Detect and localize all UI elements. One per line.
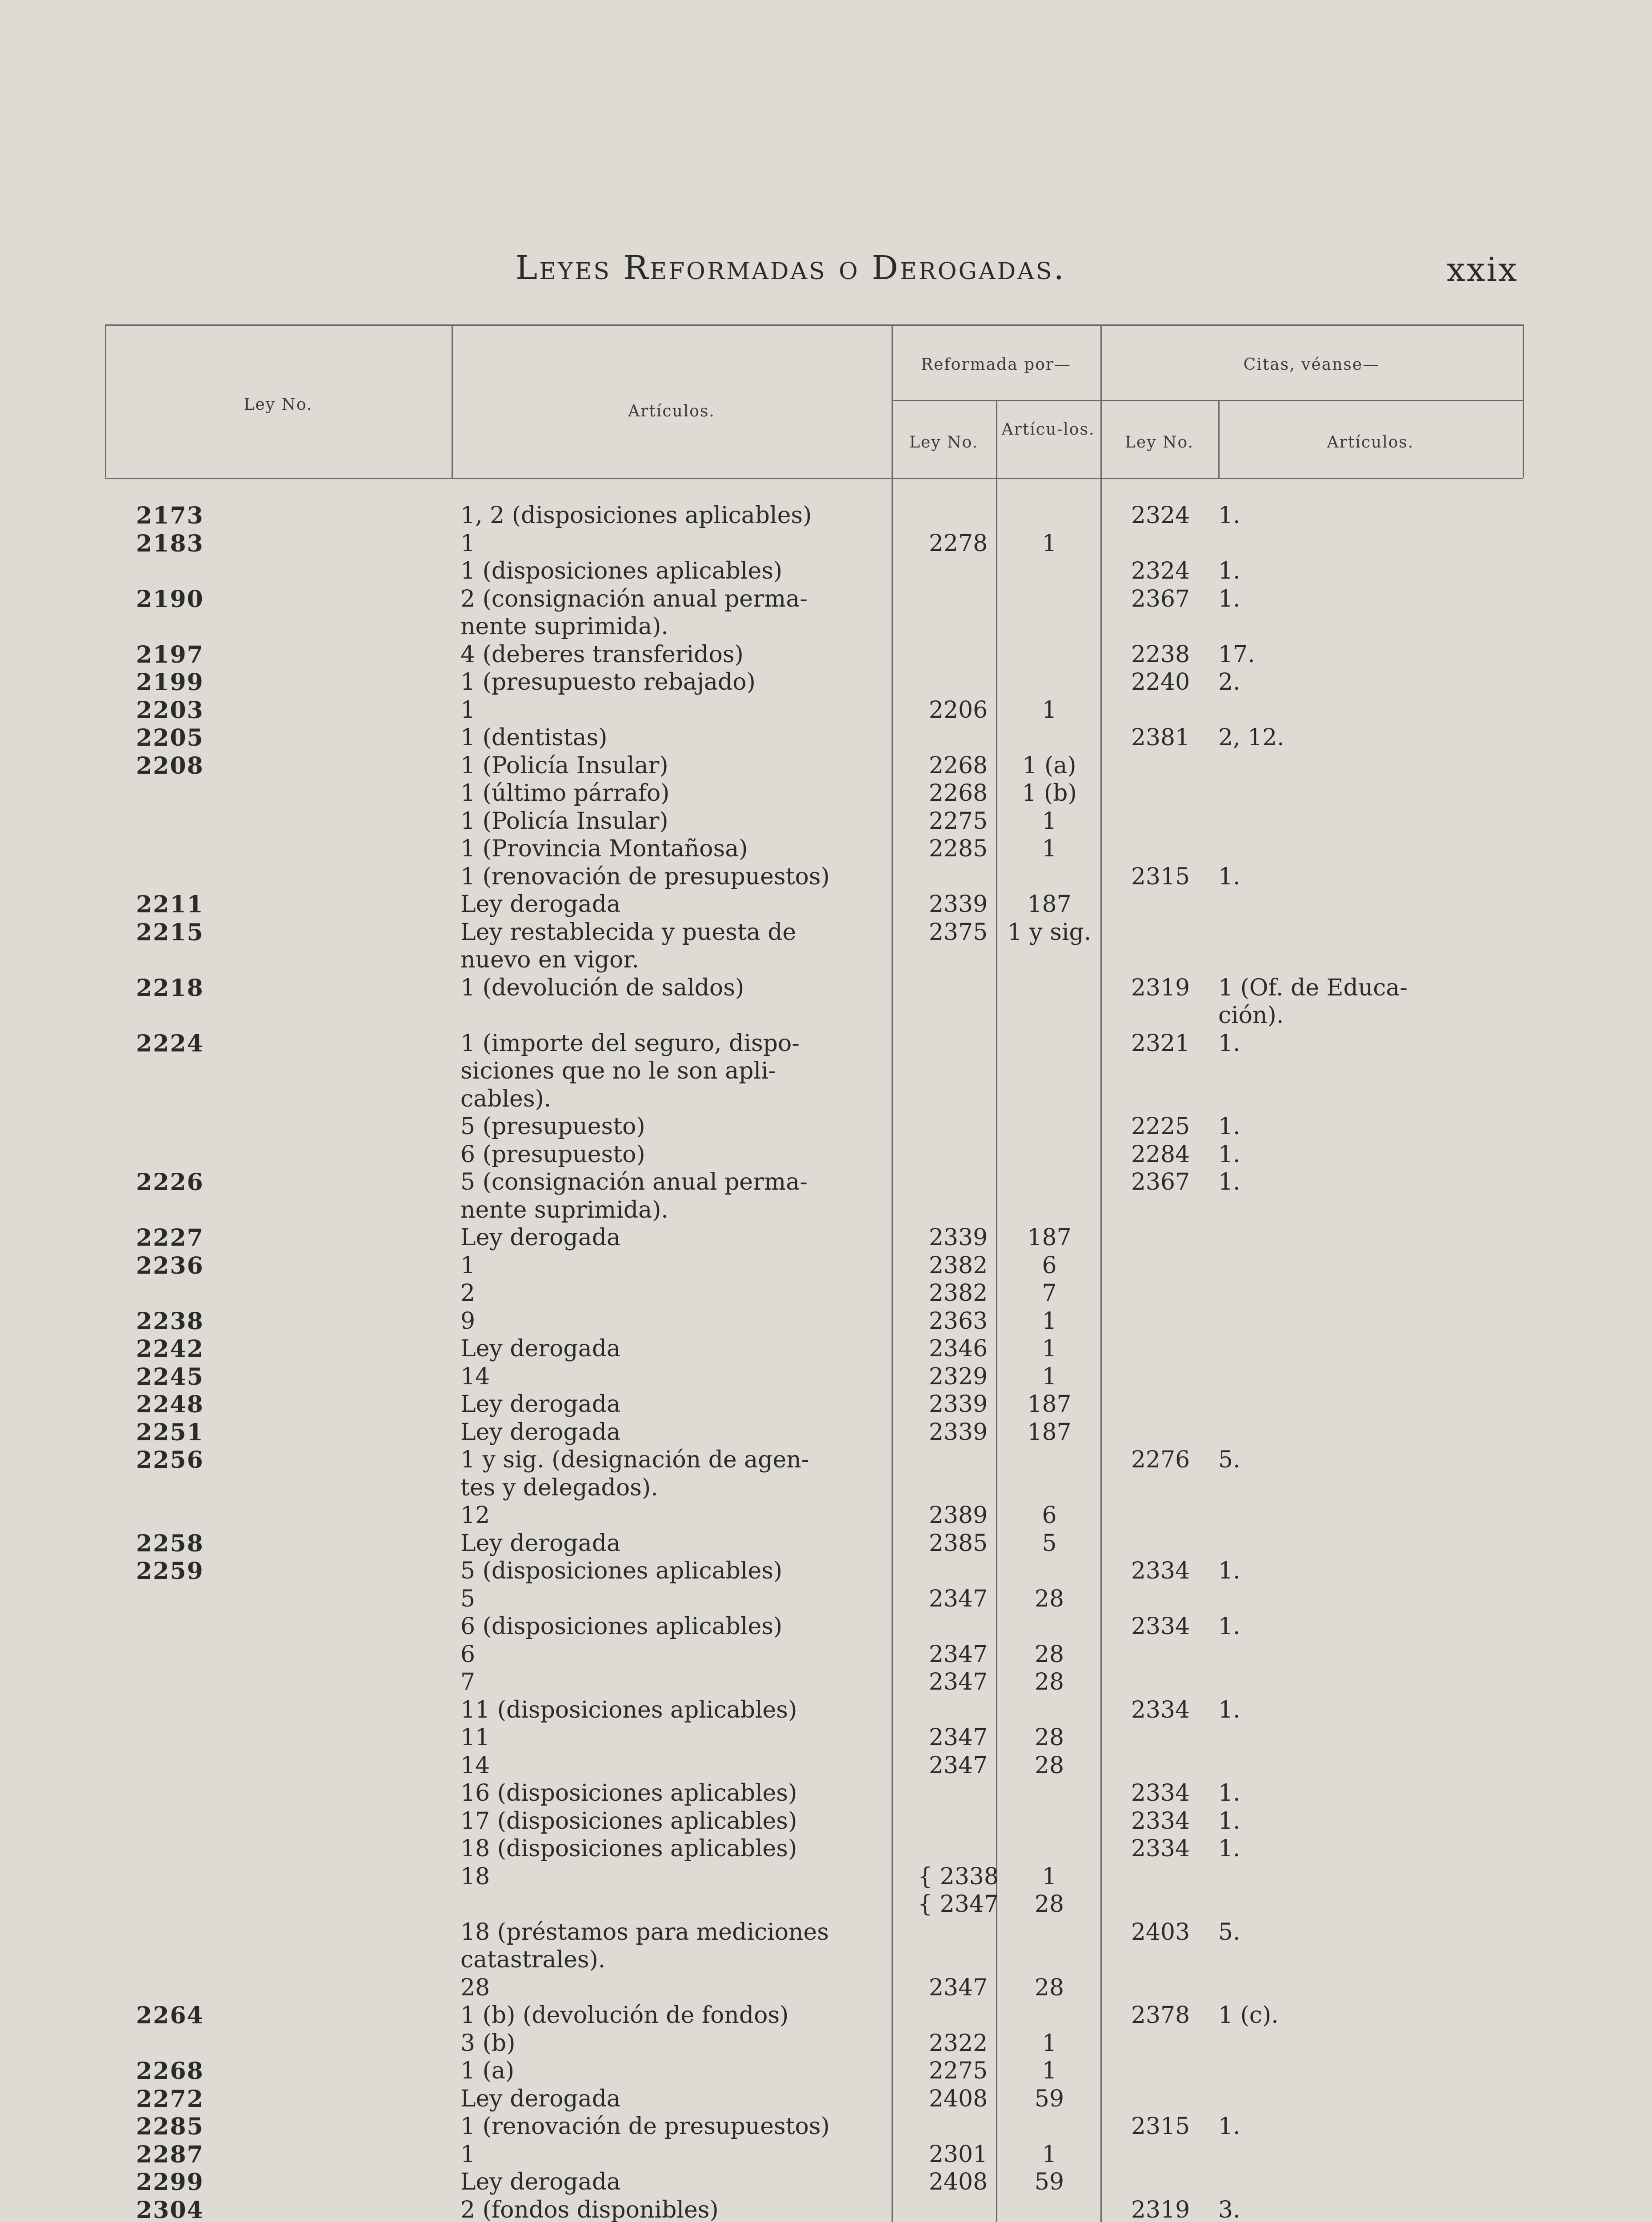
articulos-cell: 1 xyxy=(460,2141,476,2168)
table-row xyxy=(105,1391,1523,1419)
articulos-cell: 5 (disposiciones aplicables) xyxy=(460,1558,783,1584)
subheader-articulos-citas: Artículos. xyxy=(1327,433,1414,452)
reformada-ley-cell: 2347 xyxy=(928,1669,988,1695)
header-articulos: Artículos. xyxy=(628,402,715,420)
ley-cell: 2258 xyxy=(136,1530,204,1557)
subheader-ley-citas: Ley No. xyxy=(1125,433,1194,452)
articulos-cell: nente suprimida). xyxy=(460,613,668,640)
table-row xyxy=(105,1613,1523,1641)
table-row xyxy=(105,863,1523,891)
table-row xyxy=(105,1419,1523,1447)
articulos-cell: cables). xyxy=(460,1085,552,1112)
reformada-articulos-cell: 28 xyxy=(1034,1724,1064,1751)
table-row xyxy=(105,724,1523,752)
ley-cell: 2245 xyxy=(136,1363,204,1391)
table-row xyxy=(105,1780,1523,1807)
citas-articulos-cell: 1. xyxy=(1218,502,1240,529)
ley-cell: 2211 xyxy=(136,891,204,918)
citas-ley-cell: 2334 xyxy=(1131,1613,1190,1640)
table-row xyxy=(105,502,1523,530)
reformada-articulos-cell: 1 xyxy=(1042,530,1057,557)
articulos-cell: 18 (préstamos para mediciones xyxy=(460,1918,829,1946)
ley-cell: 2173 xyxy=(136,502,204,529)
citas-ley-cell: 2315 xyxy=(1131,2113,1190,2140)
citas-articulos-cell: 1. xyxy=(1218,558,1240,584)
ley-cell: 2236 xyxy=(136,1252,204,1279)
ley-cell: 2227 xyxy=(136,1224,204,1251)
col-rule-1 xyxy=(452,324,453,478)
table-row xyxy=(105,752,1523,780)
reformada-ley-cell: 2363 xyxy=(928,1307,988,1335)
reformada-articulos-cell: 187 xyxy=(1027,1419,1072,1446)
reformada-ley-cell: 2322 xyxy=(928,2030,988,2057)
articulos-cell: 2 (fondos disponibles) xyxy=(460,2196,719,2222)
table-row xyxy=(105,1946,1523,1974)
reformada-ley-cell: 2347 xyxy=(928,1752,988,1779)
table-row xyxy=(105,2197,1523,2222)
articulos-cell: 1 y sig. (designación de agen- xyxy=(460,1447,809,1473)
citas-ley-cell: 2319 xyxy=(1131,974,1190,1001)
running-title: Leyes Reformadas o Derogadas. xyxy=(516,249,1066,287)
table-row xyxy=(105,1558,1523,1585)
articulos-cell: Ley derogada xyxy=(460,1224,621,1251)
articulos-cell: Ley derogada xyxy=(460,1391,621,1418)
articulos-cell: 17 (disposiciones aplicables) xyxy=(460,1807,797,1834)
reformada-articulos-cell: 6 xyxy=(1042,1502,1057,1529)
citas-ley-cell: 2324 xyxy=(1131,558,1190,584)
citas-articulos-cell: 1. xyxy=(1218,1780,1240,1806)
citas-articulos-cell: ción). xyxy=(1218,1002,1284,1029)
reformada-ley-cell: 2389 xyxy=(928,1502,988,1529)
citas-ley-cell: 2319 xyxy=(1131,2196,1190,2222)
articulos-cell: 16 (disposiciones aplicables) xyxy=(460,1780,797,1806)
table-row xyxy=(105,1835,1523,1863)
articulos-cell: 1 (renovación de presupuestos) xyxy=(460,863,830,890)
table-row xyxy=(105,975,1523,1002)
table-row xyxy=(105,2030,1523,2058)
reformada-articulos-cell: 1 xyxy=(1042,1335,1057,1362)
citas-ley-cell: 2225 xyxy=(1131,1113,1190,1140)
citas-ley-cell: 2378 xyxy=(1131,2002,1190,2029)
reformada-articulos-cell: 5 xyxy=(1042,1530,1057,1557)
citas-ley-cell: 2334 xyxy=(1131,1807,1190,1834)
reformada-ley-cell: 2375 xyxy=(928,919,988,946)
articulos-cell: Ley derogada xyxy=(460,1419,621,1446)
ley-cell: 2205 xyxy=(136,724,204,751)
citas-articulos-cell: 1. xyxy=(1218,1141,1240,1168)
ley-cell: 2256 xyxy=(136,1447,204,1474)
articulos-cell: 5 (presupuesto) xyxy=(460,1113,645,1140)
table-row xyxy=(105,947,1523,974)
table-row xyxy=(105,1058,1523,1085)
ley-cell: 2272 xyxy=(136,2085,204,2113)
ley-cell: 2224 xyxy=(136,1030,204,1057)
citas-ley-cell: 2403 xyxy=(1131,1918,1190,1946)
citas-articulos-cell: 1 (c). xyxy=(1218,2002,1279,2029)
articulos-cell: 1, 2 (disposiciones aplicables) xyxy=(460,502,812,529)
articulos-cell: 14 xyxy=(460,1752,490,1779)
reformada-ley-cell: 2339 xyxy=(928,1224,988,1251)
citas-ley-cell: 2334 xyxy=(1131,1558,1190,1584)
group-header-rule xyxy=(892,400,1523,401)
reformada-ley-cell: 2339 xyxy=(928,1391,988,1418)
table-row xyxy=(105,808,1523,835)
articulos-cell: 1 (Provincia Montañosa) xyxy=(460,835,748,862)
reformada-articulos-cell: 1 xyxy=(1042,2141,1057,2168)
table-row xyxy=(105,1863,1523,1891)
citas-articulos-cell: 17. xyxy=(1218,641,1255,668)
reformada-ley-cell: 2268 xyxy=(928,780,988,807)
table-row xyxy=(105,1002,1523,1030)
ley-cell: 2299 xyxy=(136,2169,204,2196)
citas-articulos-cell: 5. xyxy=(1218,1447,1240,1473)
reformada-articulos-cell: 7 xyxy=(1042,1280,1057,1307)
reformada-ley-cell: 2385 xyxy=(928,1530,988,1557)
citas-ley-cell: 2334 xyxy=(1131,1835,1190,1862)
articulos-cell: tes y delegados). xyxy=(460,1474,658,1501)
reformada-articulos-cell: 1 xyxy=(1042,2058,1057,2084)
ley-cell: 2248 xyxy=(136,1391,204,1418)
table-row xyxy=(105,1502,1523,1530)
table-row xyxy=(105,1697,1523,1724)
ley-cell: 2242 xyxy=(136,1335,204,1363)
table-row xyxy=(105,697,1523,724)
table-row xyxy=(105,1363,1523,1391)
articulos-cell: 7 xyxy=(460,1669,476,1695)
citas-articulos-cell: 1. xyxy=(1218,1835,1240,1862)
ley-cell: 2268 xyxy=(136,2058,204,2085)
table-row xyxy=(105,1030,1523,1058)
table-row xyxy=(105,2058,1523,2085)
citas-ley-cell: 2367 xyxy=(1131,1169,1190,1195)
citas-articulos-cell: 3. xyxy=(1218,2196,1240,2222)
table-row xyxy=(105,1724,1523,1752)
citas-articulos-cell: 2. xyxy=(1218,669,1240,695)
citas-ley-cell: 2321 xyxy=(1131,1030,1190,1057)
citas-articulos-cell: 1. xyxy=(1218,585,1240,612)
table-row xyxy=(105,1641,1523,1669)
table-row xyxy=(105,2113,1523,2141)
articulos-cell: 11 (disposiciones aplicables) xyxy=(460,1696,797,1723)
table-row xyxy=(105,613,1523,641)
reformada-ley-cell: 2408 xyxy=(928,2085,988,2112)
reformada-articulos-cell: 1 xyxy=(1042,835,1057,862)
reformed-laws-table xyxy=(105,324,1523,2222)
ley-cell: 2183 xyxy=(136,530,204,557)
table-row xyxy=(105,1447,1523,1474)
reformada-articulos-cell: 1 xyxy=(1042,696,1057,723)
reformada-ley-cell: 2347 xyxy=(928,1724,988,1751)
table-row xyxy=(105,1141,1523,1169)
reformada-articulos-cell: 1 xyxy=(1042,807,1057,835)
table-row xyxy=(105,1669,1523,1696)
citas-ley-cell: 2367 xyxy=(1131,585,1190,612)
articulos-cell: 2 xyxy=(460,1280,476,1307)
header-citas-group: Citas, véanse— xyxy=(1243,356,1380,374)
reformada-articulos-cell: 1 xyxy=(1042,2030,1057,2057)
articulos-cell: 18 (disposiciones aplicables) xyxy=(460,1835,797,1862)
articulos-cell: 1 (b) (devolución de fondos) xyxy=(460,2002,789,2029)
table-top-rule xyxy=(105,324,1523,326)
citas-articulos-cell: 1. xyxy=(1218,1030,1240,1057)
citas-ley-cell: 2240 xyxy=(1131,669,1190,695)
articulos-cell: 6 xyxy=(460,1641,476,1668)
articulos-cell: Ley restablecida y puesta de xyxy=(460,919,796,946)
articulos-cell: 1 (devolución de saldos) xyxy=(460,974,744,1001)
reformada-ley-cell: 2301 xyxy=(928,2141,988,2168)
articulos-cell: 1 (renovación de presupuestos) xyxy=(460,2113,830,2140)
table-row xyxy=(105,2169,1523,2196)
reformada-ley-cell: 2408 xyxy=(928,2169,988,2195)
table-row xyxy=(105,1086,1523,1113)
table-row xyxy=(105,2141,1523,2169)
ley-cell: 2190 xyxy=(136,585,204,613)
citas-articulos-cell: 1. xyxy=(1218,1807,1240,1834)
articulos-cell: Ley derogada xyxy=(460,1530,621,1557)
ley-cell: 2264 xyxy=(136,2002,204,2029)
articulos-cell: 18 xyxy=(460,1863,490,1890)
table-row xyxy=(105,1252,1523,1280)
reformada-articulos-cell: 28 xyxy=(1034,1891,1064,1918)
citas-articulos-cell: 1. xyxy=(1218,863,1240,890)
reformada-ley-cell: 2339 xyxy=(928,1419,988,1446)
ley-cell: 2208 xyxy=(136,752,204,779)
reformada-articulos-cell: 28 xyxy=(1034,1974,1064,2001)
articulos-cell: 3 (b) xyxy=(460,2030,516,2057)
header-reformada-group: Reformada por— xyxy=(920,356,1072,374)
reformada-articulos-cell: 187 xyxy=(1027,891,1072,918)
articulos-cell: 1 (Policía Insular) xyxy=(460,752,668,779)
reformada-ley-cell: 2382 xyxy=(928,1252,988,1279)
reformada-articulos-cell: 28 xyxy=(1034,1752,1064,1779)
table-row xyxy=(105,1280,1523,1307)
table-row xyxy=(105,2086,1523,2113)
reformada-ley-cell: 2347 xyxy=(928,1974,988,2001)
reformada-articulos-cell: 28 xyxy=(1034,1669,1064,1695)
table-row xyxy=(105,1974,1523,2002)
citas-articulos-cell: 1. xyxy=(1218,1558,1240,1584)
header-ley: Ley No. xyxy=(244,396,313,414)
articulos-cell: 4 (deberes transferidos) xyxy=(460,641,744,668)
table-row xyxy=(105,1224,1523,1252)
articulos-cell: Ley derogada xyxy=(460,2169,621,2195)
articulos-cell: 12 xyxy=(460,1502,490,1529)
citas-articulos-cell: 1. xyxy=(1218,1169,1240,1195)
table-row xyxy=(105,1530,1523,1558)
articulos-cell: 1 (Policía Insular) xyxy=(460,807,668,835)
reformada-ley-cell: 2285 xyxy=(928,835,988,862)
articulos-cell: 5 xyxy=(460,1585,476,1612)
reformada-articulos-cell: 6 xyxy=(1042,1252,1057,1279)
reformada-ley-cell: 2346 xyxy=(928,1335,988,1362)
table-row xyxy=(105,1335,1523,1363)
articulos-cell: 1 xyxy=(460,1252,476,1279)
citas-ley-cell: 2276 xyxy=(1131,1447,1190,1473)
ley-cell: 2215 xyxy=(136,919,204,946)
ley-cell: 2199 xyxy=(136,669,204,696)
articulos-cell: 2 (consignación anual perma- xyxy=(460,585,808,612)
table-row xyxy=(105,1919,1523,1946)
reformada-ley-cell: 2382 xyxy=(928,1280,988,1307)
table-row xyxy=(105,891,1523,919)
reformada-articulos-cell: 1 (b) xyxy=(1022,780,1077,807)
citas-ley-cell: 2334 xyxy=(1131,1696,1190,1723)
articulos-cell: 11 xyxy=(460,1724,490,1751)
reformada-ley-cell: 2206 xyxy=(928,696,988,723)
ley-cell: 2259 xyxy=(136,1558,204,1585)
table-row xyxy=(105,530,1523,558)
subheader-articulos-reformada: Artícu-los. xyxy=(1001,420,1095,439)
articulos-cell: nuevo en vigor. xyxy=(460,947,640,973)
citas-articulos-cell: 1. xyxy=(1218,1613,1240,1640)
reformada-articulos-cell: 187 xyxy=(1027,1224,1072,1251)
articulos-cell: 28 xyxy=(460,1974,490,2001)
articulos-cell: 1 (dentistas) xyxy=(460,724,608,751)
articulos-cell: 1 xyxy=(460,530,476,557)
reformada-articulos-cell: 59 xyxy=(1034,2085,1064,2112)
articulos-cell: 1 (disposiciones aplicables) xyxy=(460,558,783,584)
citas-articulos-cell: 2, 12. xyxy=(1218,724,1284,751)
reformada-articulos-cell: 1 xyxy=(1042,1363,1057,1390)
ley-cell: 2203 xyxy=(136,696,204,724)
table-row xyxy=(105,641,1523,669)
table-row xyxy=(105,558,1523,585)
articulos-cell: catastrales). xyxy=(460,1946,606,1973)
articulos-cell: 14 xyxy=(460,1363,490,1390)
reformada-ley-cell: 2347 xyxy=(928,1641,988,1668)
articulos-cell: Ley derogada xyxy=(460,2085,621,2112)
table-row xyxy=(105,1891,1523,1918)
ley-cell: 2251 xyxy=(136,1419,204,1446)
reformada-articulos-cell: 28 xyxy=(1034,1585,1064,1612)
citas-ley-cell: 2315 xyxy=(1131,863,1190,890)
page-header xyxy=(0,240,1652,293)
articulos-cell: 1 (importe del seguro, dispo- xyxy=(460,1030,800,1057)
reformada-ley-cell: 2275 xyxy=(928,807,988,835)
table-row xyxy=(105,780,1523,807)
reformada-articulos-cell: 1 xyxy=(1042,1863,1057,1890)
articulos-cell: nente suprimida). xyxy=(460,1196,668,1223)
articulos-cell: 5 (consignación anual perma- xyxy=(460,1169,808,1195)
table-row xyxy=(105,2002,1523,2030)
reformada-articulos-cell: 187 xyxy=(1027,1391,1072,1418)
articulos-cell: Ley derogada xyxy=(460,1335,621,1362)
table-row xyxy=(105,1169,1523,1196)
reformada-ley-cell: { 2338 xyxy=(918,1863,999,1890)
reformada-articulos-cell: 59 xyxy=(1034,2169,1064,2195)
table-row xyxy=(105,919,1523,947)
table-row xyxy=(105,1197,1523,1224)
page-number: xxix xyxy=(1447,251,1518,289)
reformada-ley-cell: 2275 xyxy=(928,2058,988,2084)
citas-ley-cell: 2284 xyxy=(1131,1141,1190,1168)
table-row xyxy=(105,1113,1523,1141)
table-row xyxy=(105,669,1523,696)
articulos-cell: 9 xyxy=(460,1307,476,1335)
table-row xyxy=(105,586,1523,613)
reformada-articulos-cell: 1 y sig. xyxy=(1007,919,1092,946)
articulos-cell: 1 (último párrafo) xyxy=(460,780,670,807)
table-row xyxy=(105,1752,1523,1780)
citas-ley-cell: 2324 xyxy=(1131,502,1190,529)
ley-cell: 2218 xyxy=(136,974,204,1002)
articulos-cell: 6 (presupuesto) xyxy=(460,1141,645,1168)
ley-cell: 2304 xyxy=(136,2196,204,2222)
reformada-ley-cell: 2347 xyxy=(928,1585,988,1612)
table-row xyxy=(105,835,1523,863)
ley-cell: 2287 xyxy=(136,2141,204,2168)
articulos-cell: 6 (disposiciones aplicables) xyxy=(460,1613,783,1640)
table-row xyxy=(105,1808,1523,1835)
subheader-ley-reformada: Ley No. xyxy=(909,433,978,452)
reformada-ley-cell: 2268 xyxy=(928,752,988,779)
ley-cell: 2226 xyxy=(136,1169,204,1196)
reformada-ley-cell: 2339 xyxy=(928,891,988,918)
ley-cell: 2238 xyxy=(136,1307,204,1335)
articulos-cell: 1 (a) xyxy=(460,2058,515,2084)
reformada-articulos-cell: 28 xyxy=(1034,1641,1064,1668)
citas-ley-cell: 2334 xyxy=(1131,1780,1190,1806)
reformada-articulos-cell: 1 (a) xyxy=(1022,752,1076,779)
table-row xyxy=(105,1308,1523,1335)
reformada-ley-cell: 2278 xyxy=(928,530,988,557)
table-row xyxy=(105,1586,1523,1613)
citas-articulos-cell: 1 (Of. de Educa- xyxy=(1218,974,1408,1001)
citas-articulos-cell: 1. xyxy=(1218,1113,1240,1140)
ley-cell: 2197 xyxy=(136,641,204,668)
table-row xyxy=(105,1475,1523,1502)
articulos-cell: 1 xyxy=(460,696,476,723)
citas-articulos-cell: 5. xyxy=(1218,1918,1240,1946)
reformada-ley-cell: { 2347 xyxy=(918,1891,999,1918)
table-right-rule xyxy=(1523,324,1524,478)
citas-ley-cell: 2238 xyxy=(1131,641,1190,668)
citas-ley-cell: 2381 xyxy=(1131,724,1190,751)
reformada-articulos-cell: 1 xyxy=(1042,1307,1057,1335)
citas-articulos-cell: 1. xyxy=(1218,2113,1240,2140)
reformada-ley-cell: 2329 xyxy=(928,1363,988,1390)
articulos-cell: siciones que no le son apli- xyxy=(460,1058,776,1084)
articulos-cell: Ley derogada xyxy=(460,891,621,918)
ley-cell: 2285 xyxy=(136,2113,204,2140)
articulos-cell: 1 (presupuesto rebajado) xyxy=(460,669,756,695)
table-header-rule xyxy=(105,478,1523,479)
citas-articulos-cell: 1. xyxy=(1218,1696,1240,1723)
